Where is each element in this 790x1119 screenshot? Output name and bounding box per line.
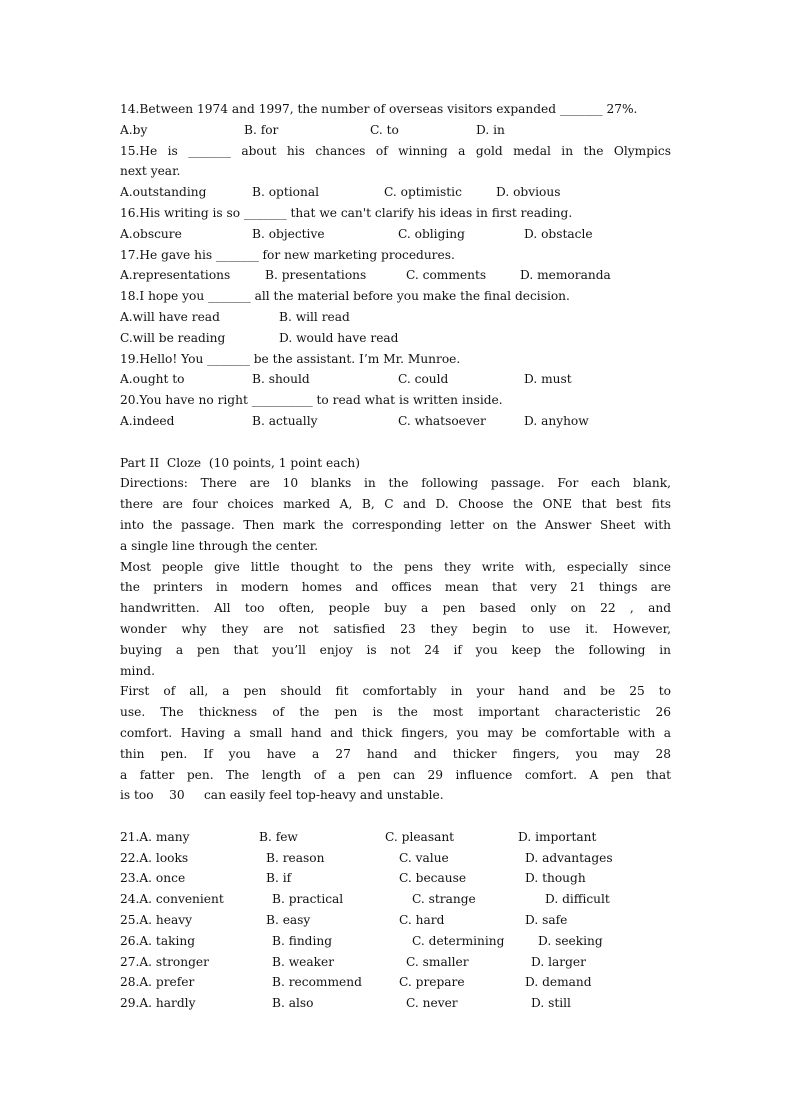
option-d: D. anyhow bbox=[524, 413, 589, 428]
option-a: A.representations bbox=[120, 268, 231, 283]
option-a: A.outstanding bbox=[120, 185, 207, 200]
passage-line: is too 30 can easily feel top-heavy and unstable. bbox=[120, 788, 444, 803]
option-a: 28.A. prefer bbox=[120, 975, 195, 990]
option-b: B. few bbox=[259, 829, 298, 844]
option-d: D. obstacle bbox=[524, 226, 593, 241]
option-c: C. optimistic bbox=[384, 185, 462, 200]
option-b: B. easy bbox=[266, 913, 311, 928]
option-b: B. objective bbox=[252, 226, 325, 241]
option-b: B. presentations bbox=[265, 268, 367, 283]
passage-line: First of all, a pen should fit comfortably in your hand and be 25 to bbox=[120, 684, 671, 699]
option-c: C. comments bbox=[406, 268, 487, 283]
answer-row-24 bbox=[120, 889, 671, 910]
option-a: A.by bbox=[120, 122, 148, 137]
passage-line: a fatter pen. The length of a pen can 29 influence comfort. A pen that bbox=[120, 767, 671, 782]
option-c: C. never bbox=[406, 996, 458, 1011]
spacer bbox=[120, 806, 671, 827]
question-18-options-row1 bbox=[120, 307, 671, 328]
option-a: A.indeed bbox=[120, 413, 175, 428]
option-a: 23.A. once bbox=[120, 871, 186, 886]
option-d: D. though bbox=[525, 871, 586, 886]
option-d: D. important bbox=[518, 829, 597, 844]
option-d: D. advantages bbox=[525, 850, 613, 865]
option-a: A.will have read bbox=[120, 309, 220, 324]
option-b: B. will read bbox=[279, 309, 350, 324]
option-c: C. obliging bbox=[398, 226, 465, 241]
option-c: C. determining bbox=[412, 933, 505, 948]
option-c: C. pleasant bbox=[385, 829, 455, 844]
passage-line: thin pen. If you have a 27 hand and thicker fingers, you may 28 bbox=[120, 746, 671, 761]
answer-row-26 bbox=[120, 931, 671, 952]
option-d: D. in bbox=[476, 122, 505, 137]
option-b: B. practical bbox=[272, 892, 344, 907]
option-b: B. optional bbox=[252, 185, 319, 200]
option-a: A.obscure bbox=[120, 226, 182, 241]
question-20-stem: 20.You have no right __________ to read what is written inside. bbox=[120, 393, 503, 408]
question-18-stem: 18.I hope you _______ all the material before you make the final decision. bbox=[120, 289, 570, 304]
answer-row-28 bbox=[120, 972, 671, 993]
option-c: C. value bbox=[399, 850, 449, 865]
option-c: C. because bbox=[399, 871, 467, 886]
option-a: A.ought to bbox=[120, 372, 185, 387]
option-a: 22.A. looks bbox=[120, 850, 189, 865]
option-c: C. hard bbox=[399, 913, 445, 928]
option-b: B. if bbox=[266, 871, 292, 886]
option-d: D. safe bbox=[525, 913, 568, 928]
option-d: D. memoranda bbox=[520, 268, 611, 283]
passage-line: use. The thickness of the pen is the most important characteristic 26 bbox=[120, 705, 671, 720]
directions-line: into the passage. Then mark the corresponding letter on the Answer Sheet with bbox=[120, 517, 671, 532]
question-16-options bbox=[120, 224, 671, 245]
option-a: 25.A. heavy bbox=[120, 913, 193, 928]
option-c: C. to bbox=[370, 122, 399, 137]
option-b: B. weaker bbox=[272, 954, 335, 969]
question-19-options bbox=[120, 369, 671, 390]
option-d: D. still bbox=[531, 996, 571, 1011]
question-20-options bbox=[120, 411, 671, 432]
passage-line: mind. bbox=[120, 663, 155, 678]
question-17-options bbox=[120, 265, 671, 286]
option-c: C. smaller bbox=[406, 954, 469, 969]
option-b: B. for bbox=[244, 122, 279, 137]
option-d: D. would have read bbox=[279, 330, 399, 345]
option-c: C. whatsoever bbox=[398, 413, 486, 428]
passage-line: wonder why they are not satisfied 23 they begin to use it. However, bbox=[120, 621, 671, 636]
option-c: C. prepare bbox=[399, 975, 465, 990]
passage-line: comfort. Having a small hand and thick fingers, you may be comfortable with a bbox=[120, 725, 671, 740]
passage-line: handwritten. All too often, people buy a pen based only on 22 , and bbox=[120, 601, 671, 616]
answer-row-21 bbox=[120, 827, 671, 848]
question-14-stem: 14.Between 1974 and 1997, the number of overseas visitors expanded _______ 27%. bbox=[120, 102, 638, 116]
question-18-options-row2 bbox=[120, 328, 671, 349]
option-d: D. obvious bbox=[496, 185, 561, 200]
answer-row-23 bbox=[120, 868, 671, 889]
question-15-stem-cont: next year. bbox=[120, 164, 181, 179]
option-b: B. reason bbox=[266, 850, 325, 865]
option-b: B. actually bbox=[252, 413, 318, 428]
directions-line: a single line through the center. bbox=[120, 538, 319, 553]
option-a: 29.A. hardly bbox=[120, 996, 196, 1011]
option-b: B. also bbox=[272, 996, 314, 1011]
passage-line: Most people give little thought to the pens they write with, especially since bbox=[120, 559, 671, 574]
passage-line: the printers in modern homes and offices mean that very 21 things are bbox=[120, 580, 671, 595]
question-15-stem: 15.He is _______ about his chances of winning a gold medal in the Olympics bbox=[120, 143, 671, 158]
option-a: 21.A. many bbox=[120, 829, 190, 844]
option-d: D. seeking bbox=[538, 933, 603, 948]
part2-heading: Part II Cloze (10 points, 1 point each) bbox=[120, 455, 360, 470]
answer-row-29 bbox=[120, 993, 671, 1014]
spacer bbox=[120, 432, 671, 453]
option-d: D. larger bbox=[531, 954, 586, 969]
option-a: 24.A. convenient bbox=[120, 892, 224, 907]
option-a: 26.A. taking bbox=[120, 933, 196, 948]
answer-row-22 bbox=[120, 848, 671, 869]
question-15-options bbox=[120, 182, 671, 203]
question-19-stem: 19.Hello! You _______ be the assistant. I’m Mr. Munroe. bbox=[120, 351, 461, 366]
option-d: D. must bbox=[524, 372, 572, 387]
answer-row-25 bbox=[120, 910, 671, 931]
question-14-options bbox=[120, 120, 671, 141]
option-d: D. difficult bbox=[545, 892, 610, 907]
option-c: C. strange bbox=[412, 892, 476, 907]
directions-line: there are four choices marked A, B, C and D. Choose the ONE that best fits bbox=[120, 497, 671, 512]
exam-page bbox=[120, 99, 671, 1014]
option-d: D. demand bbox=[525, 975, 592, 990]
option-a: 27.A. stronger bbox=[120, 954, 209, 969]
option-b: B. finding bbox=[272, 933, 333, 948]
answer-row-27 bbox=[120, 952, 671, 973]
option-b: B. recommend bbox=[272, 975, 362, 990]
option-b: B. should bbox=[252, 372, 310, 387]
directions-line: Directions: There are 10 blanks in the following passage. For each blank, bbox=[120, 476, 671, 491]
question-17-stem: 17.He gave his _______ for new marketing procedures. bbox=[120, 247, 455, 262]
question-16-stem: 16.His writing is so _______ that we can't clarify his ideas in first reading. bbox=[120, 205, 573, 220]
passage-line: buying a pen that you’ll enjoy is not 24 if you keep the following in bbox=[120, 642, 671, 657]
option-c: C. could bbox=[398, 372, 449, 387]
option-c: C.will be reading bbox=[120, 330, 226, 345]
